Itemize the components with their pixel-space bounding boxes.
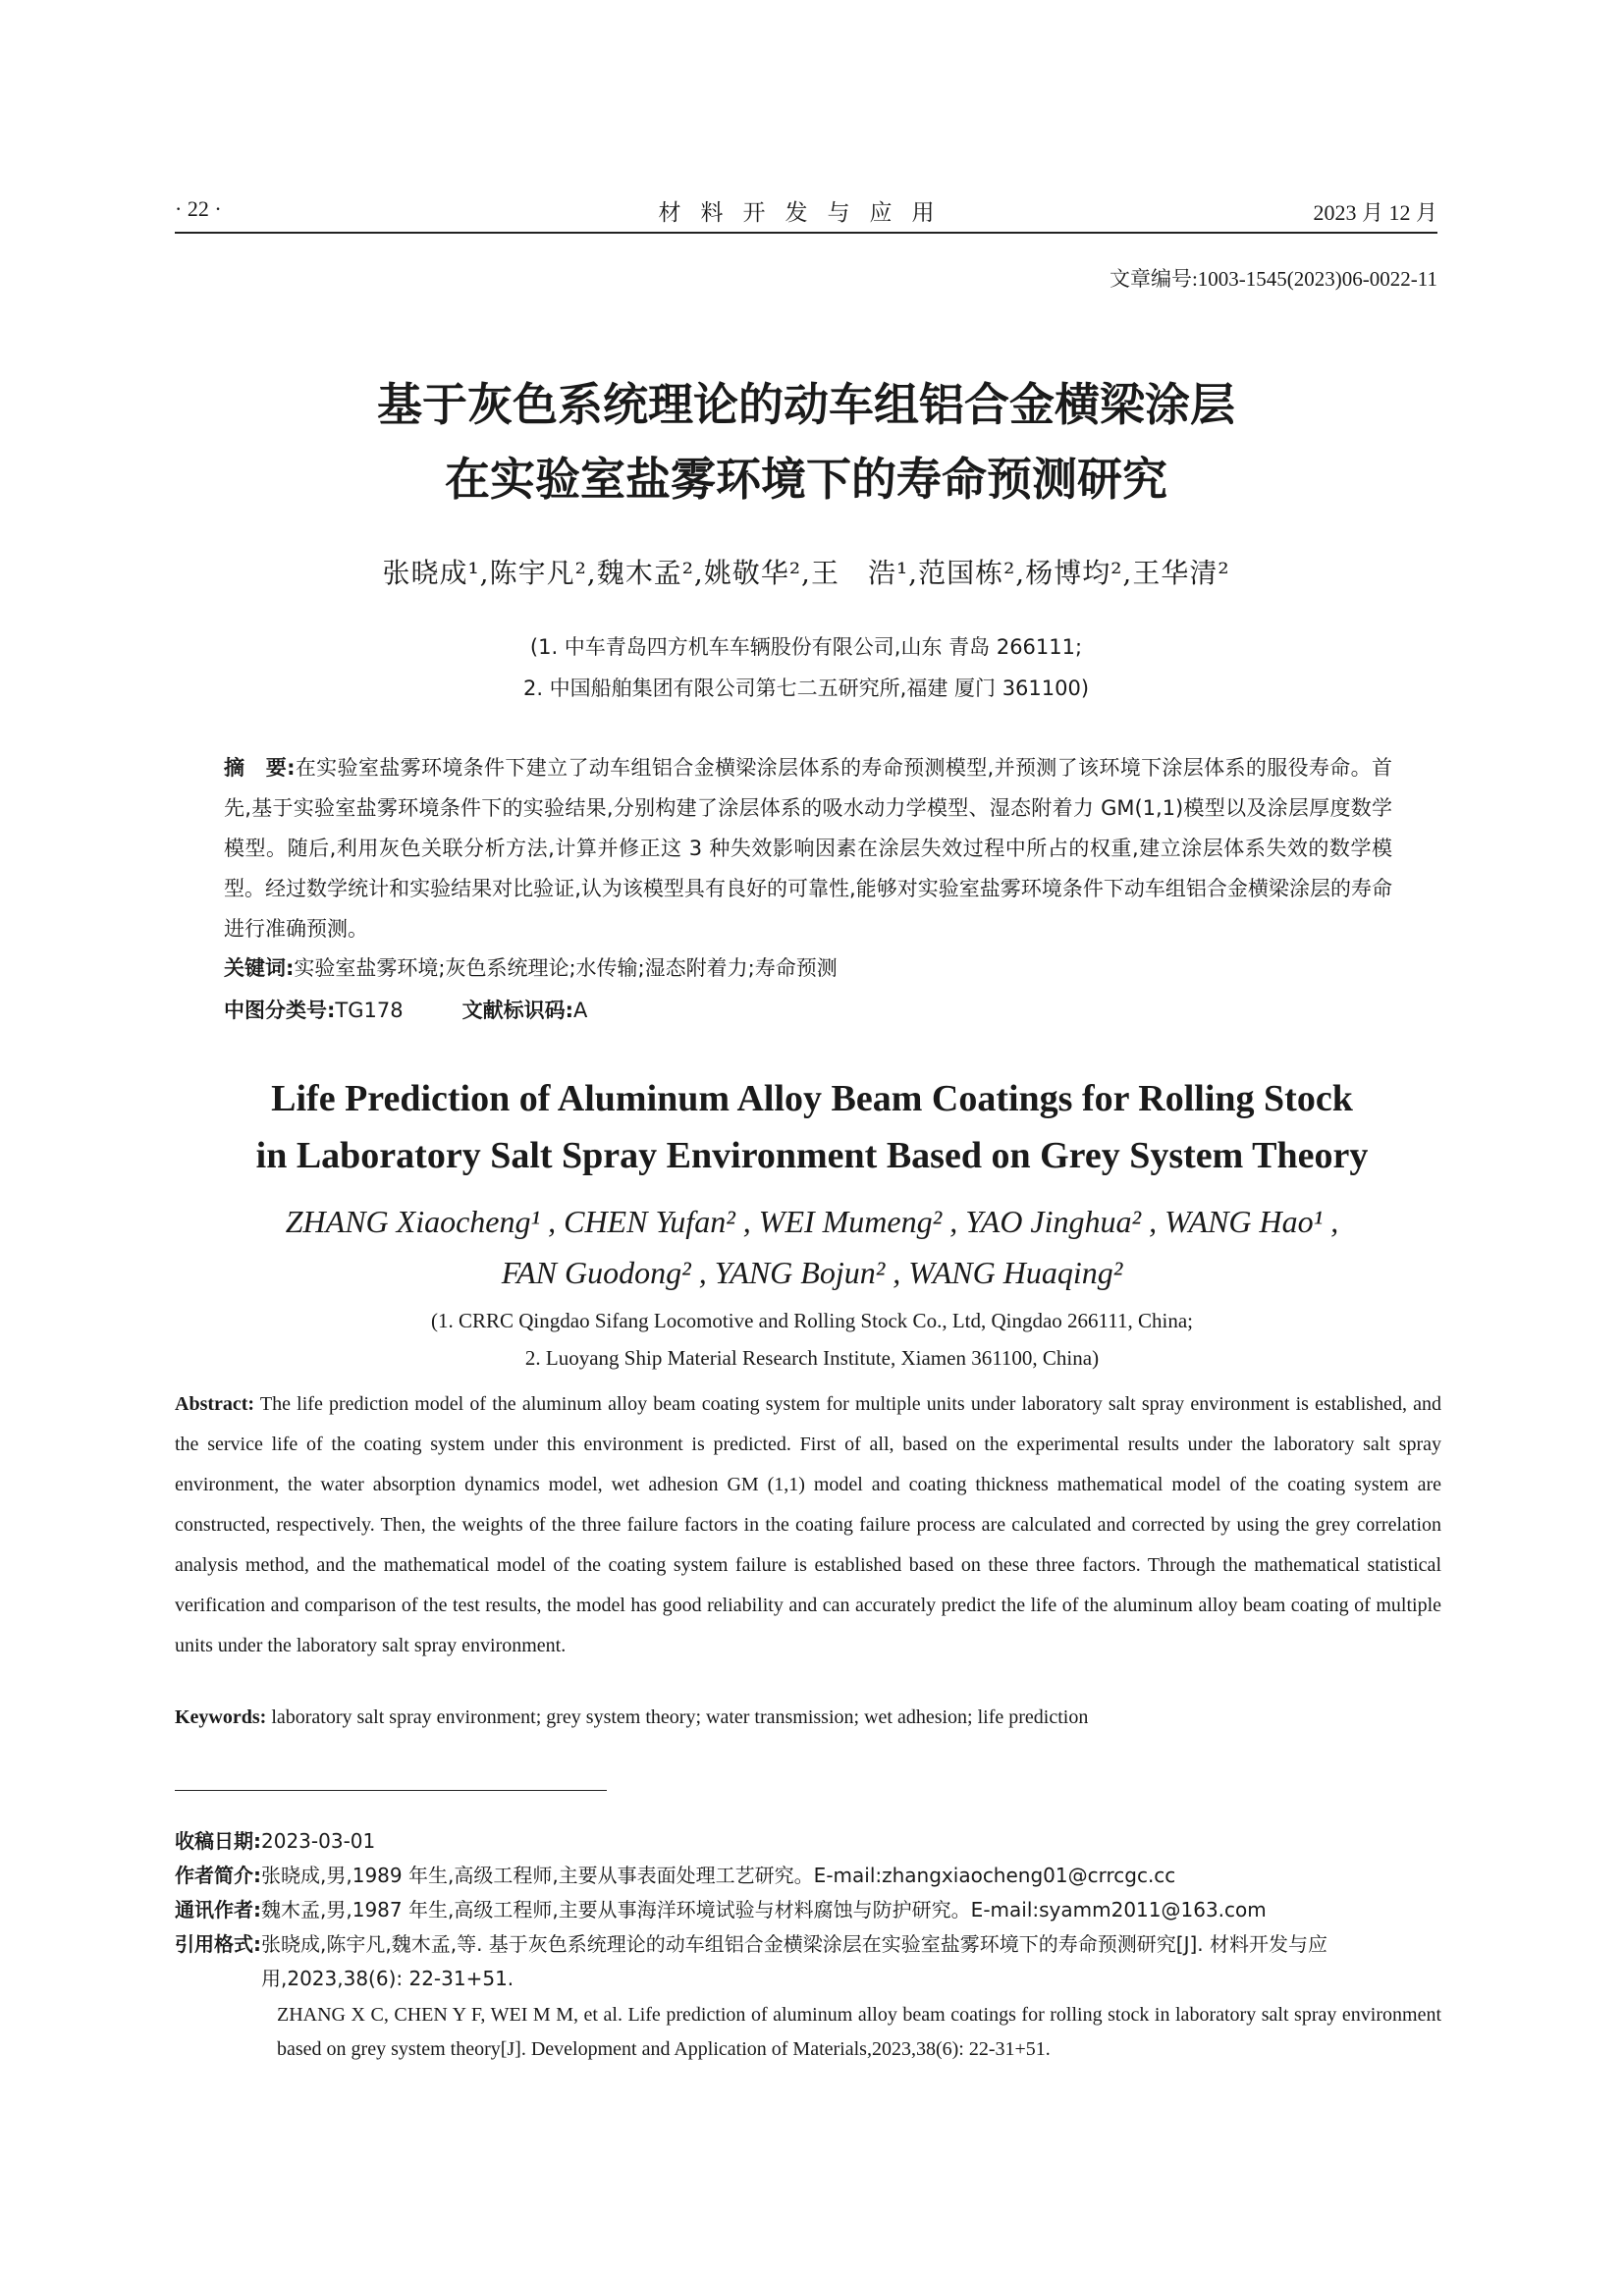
doc-code-label: 文献标识码: <box>461 999 573 1022</box>
english-abstract-text: The life prediction model of the aluminum alloy beam coating system for multiple units under laboratory salt spray environment is established, and the service life of the coating system under this environment is predicted. First of all, based on the experimental results under the laboratory salt spray environment, the water absorption dynamics model, wet adhesion GM (1,1) model and coating thickness mathematical model of the coating system are constructed, respectively. Then, the weights of the three failure factors in the coating failure process are calculated and corrected by using the grey correlation analysis method, and the mathematical model of the coating system failure is established based on these three factors. Through the mathematical statistical verification and comparison of the test results, the model has good reliability and can accurately predict the life of the aluminum alloy beam coating of multiple units under the laboratory salt spray environment. <box>175 1393 1441 1656</box>
footnotes <box>175 1824 1441 2067</box>
chinese-keywords <box>224 952 1392 982</box>
chinese-keywords-label: 关键词: <box>224 956 295 980</box>
corresponding-author-value: 魏木孟,男,1987 年生,高级工程师,主要从事海洋环境试验与材料腐蚀与防护研究。E-mail:syamm2011@163.com <box>261 1898 1267 1921</box>
clc-label: 中图分类号: <box>224 999 336 1022</box>
received-date-value: 2023-03-01 <box>261 1829 376 1853</box>
chinese-affiliation-line: (1. 中车青岛四方机车车辆股份有限公司,山东 青岛 266111; <box>529 635 1083 659</box>
clc-value: TG178 <box>335 999 404 1022</box>
doc-code-value: A <box>573 999 588 1022</box>
english-affiliation-line: 2. Luoyang Ship Material Research Institute, Xiamen 361100, China) <box>524 1346 1100 1370</box>
english-authors-line: ZHANG Xiaocheng¹ , CHEN Yufan² , WEI Mumeng² , YAO Jinghua² , WANG Hao¹ , <box>285 1204 1339 1239</box>
received-date-label: 收稿日期: <box>175 1829 261 1853</box>
english-title <box>147 1070 1477 1184</box>
issue-date: 2023 月 12 月 <box>1313 200 1437 225</box>
english-keywords <box>175 1706 1441 1729</box>
chinese-title-line: 在实验室盐雾环境下的寿命预测研究 <box>445 453 1167 506</box>
corresponding-author-note <box>175 1893 1441 1927</box>
header-rule <box>175 232 1437 234</box>
citation-english: ZHANG X C, CHEN Y F, WEI M M, et al. Life prediction of aluminum alloy beam coatings for rolling stock in laboratory salt spray environment based on grey system theory[J]. Development and Application of Materials,2023,38(6): 22-31+51. <box>277 2004 1441 2060</box>
english-title-line: in Laboratory Salt Spray Environment Based on Grey System Theory <box>255 1135 1369 1176</box>
running-header <box>175 194 1437 230</box>
article-number: 文章编号:1003-1545(2023)06-0022-11 <box>1109 267 1437 291</box>
footnote-rule <box>175 1790 607 1791</box>
journal-name: 材料开发与应用 <box>658 200 954 225</box>
english-abstract <box>175 1384 1441 1666</box>
author-bio-value: 张晓成,男,1989 年生,高级工程师,主要从事表面处理工艺研究。E-mail:zhangxiaocheng01@crrcgc.cc <box>261 1864 1176 1887</box>
chinese-affiliation-line: 2. 中国船舶集团有限公司第七二五研究所,福建 厦门 361100) <box>522 676 1090 700</box>
chinese-abstract-label: 摘 要: <box>224 756 296 780</box>
citation-chinese: 张晓成,陈宇凡,魏木孟,等. 基于灰色系统理论的动车组铝合金横梁涂层在实验室盐雾环境下的寿命预测研究[J]. 材料开发与应用,2023,38(6): 22-31+51. <box>261 1932 1328 1990</box>
chinese-authors: 张晓成¹,陈宇凡²,魏木孟²,姚敬华²,王 浩¹,范国栋²,杨博均²,王华清² <box>382 557 1230 589</box>
english-affiliations <box>147 1302 1477 1377</box>
chinese-title <box>175 367 1437 516</box>
citation-label: 引用格式: <box>175 1932 261 1956</box>
english-title-line: Life Prediction of Aluminum Alloy Beam Coatings for Rolling Stock <box>271 1078 1353 1119</box>
english-authors-line: FAN Guodong² , YANG Bojun² , WANG Huaqing² <box>501 1255 1123 1290</box>
chinese-abstract <box>224 748 1392 949</box>
chinese-keywords-text: 实验室盐雾环境;灰色系统理论;水传输;湿态附着力;寿命预测 <box>294 956 838 980</box>
english-authors <box>147 1196 1477 1298</box>
classification-line <box>224 995 1392 1024</box>
received-date-note <box>175 1824 1441 1859</box>
english-abstract-label: Abstract: <box>175 1393 255 1415</box>
page-number: · 22 · <box>175 196 222 221</box>
citation-note <box>175 1927 1441 1996</box>
english-keywords-label: Keywords: <box>175 1706 267 1728</box>
chinese-affiliations <box>175 626 1437 709</box>
corresponding-author-label: 通讯作者: <box>175 1898 261 1921</box>
author-bio-note <box>175 1859 1441 1893</box>
english-affiliation-line: (1. CRRC Qingdao Sifang Locomotive and Rolling Stock Co., Ltd, Qingdao 266111, China; <box>431 1309 1193 1332</box>
chinese-abstract-text: 在实验室盐雾环境条件下建立了动车组铝合金横梁涂层体系的寿命预测模型,并预测了该环境下涂层体系的服役寿命。首先,基于实验室盐雾环境条件下的实验结果,分别构建了涂层体系的吸水动力学模型、湿态附着力 GM(1,1)模型以及涂层厚度数学模型。随后,利用灰色关联分析方法,计算并修正这 3 种失效影响因素在涂层失效过程中所占的权重,建立涂层体系失效的数学模型。经过数学统计和实验结果对比验证,认为该模型具有良好的可靠性,能够对实验室盐雾环境条件下动车组铝合金横梁涂层的寿命进行准确预测。 <box>224 756 1392 941</box>
english-keywords-text: laboratory salt spray environment; grey system theory; water transmission; wet adhesion; life prediction <box>271 1706 1089 1728</box>
author-bio-label: 作者简介: <box>175 1864 261 1887</box>
chinese-title-line: 基于灰色系统理论的动车组铝合金横梁涂层 <box>377 378 1235 431</box>
